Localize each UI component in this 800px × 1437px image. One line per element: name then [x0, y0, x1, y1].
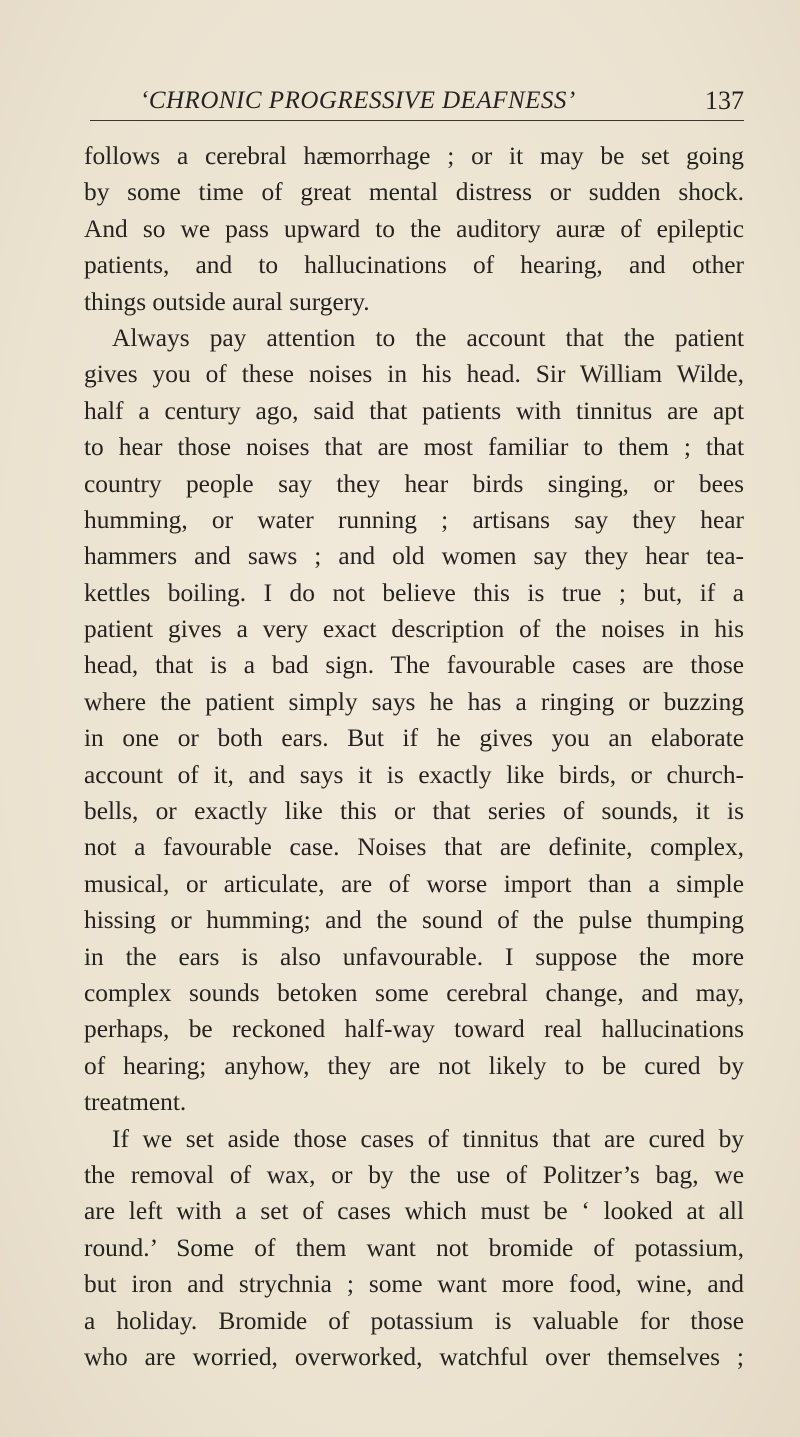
text-line: follows a cerebral hæmorrhage ; or it may be set going: [84, 142, 744, 170]
text-line: to hear those noises that are most familiar to them ; that: [84, 433, 744, 462]
text-line: not a favourable case. Noises that are definite, complex,: [84, 833, 744, 862]
text-line: musical, or articulate, are of worse import than a simple: [84, 869, 744, 898]
text-line: head, that is a bad sign. The favourable cases are those: [84, 651, 744, 680]
text-line: who are worried, overworked, watchful over themselves ;: [84, 1342, 744, 1371]
text-line: patient gives a very exact description of the noises in his: [84, 615, 744, 644]
running-header: [90, 84, 744, 121]
text-line: things outside aural surgery.: [84, 287, 370, 316]
text-line: patients, and to hallucinations of hearing, and other: [84, 251, 744, 280]
text-line: perhaps, be reckoned half-way toward real hallucinations: [84, 1015, 744, 1044]
text-line: but iron and strychnia ; some want more food, wine, and: [84, 1270, 744, 1299]
text-line: And so we pass upward to the auditory auræ of epileptic: [84, 214, 744, 243]
text-line: If we set aside those cases of tinnitus that are cured by: [112, 1124, 744, 1153]
text-line: country people say they hear birds singing, or bees: [84, 469, 744, 498]
text-line: a holiday. Bromide of potassium is valuable for those: [84, 1306, 744, 1335]
text-line: account of it, and says it is exactly like birds, or church-: [84, 760, 744, 789]
text-line: hammers and saws ; and old women say they hear tea-: [84, 542, 744, 571]
text-line: Always pay attention to the account that the patient: [112, 323, 744, 352]
text-line: where the patient simply says he has a ringing or buzzing: [84, 687, 744, 716]
text-line: treatment.: [84, 1088, 187, 1117]
text-line: round.’ Some of them want not bromide of potassium,: [84, 1233, 744, 1262]
text-line: are left with a set of cases which must be ‘ looked at all: [84, 1197, 744, 1226]
text-line: half a century ago, said that patients with tinnitus are apt: [84, 396, 744, 425]
text-line: bells, or exactly like this or that series of sounds, it is: [84, 797, 744, 826]
text-line: complex sounds betoken some cerebral change, and may,: [84, 978, 744, 1007]
text-line: of hearing; anyhow, they are not likely to be cured by: [84, 1051, 744, 1080]
running-title: ‘CHRONIC PROGRESSIVE DEAFNESS’: [140, 87, 576, 114]
text-line: hissing or humming; and the sound of the pulse thumping: [84, 906, 744, 935]
text-line: kettles boiling. I do not believe this is true ; but, if a: [84, 578, 744, 607]
text-line: gives you of these noises in his head. Sir William Wilde,: [84, 360, 744, 389]
body-text: [84, 138, 744, 1375]
text-line: the removal of wax, or by the use of Politzer’s bag, we: [84, 1160, 744, 1189]
text-line: in one or both ears. But if he gives you an elaborate: [84, 724, 744, 753]
text-line: by some time of great mental distress or sudden shock.: [84, 178, 744, 207]
page-number: 137: [705, 86, 744, 115]
text-line: in the ears is also unfavourable. I suppose the more: [84, 942, 744, 971]
text-line: humming, or water running ; artisans say they hear: [84, 505, 744, 534]
